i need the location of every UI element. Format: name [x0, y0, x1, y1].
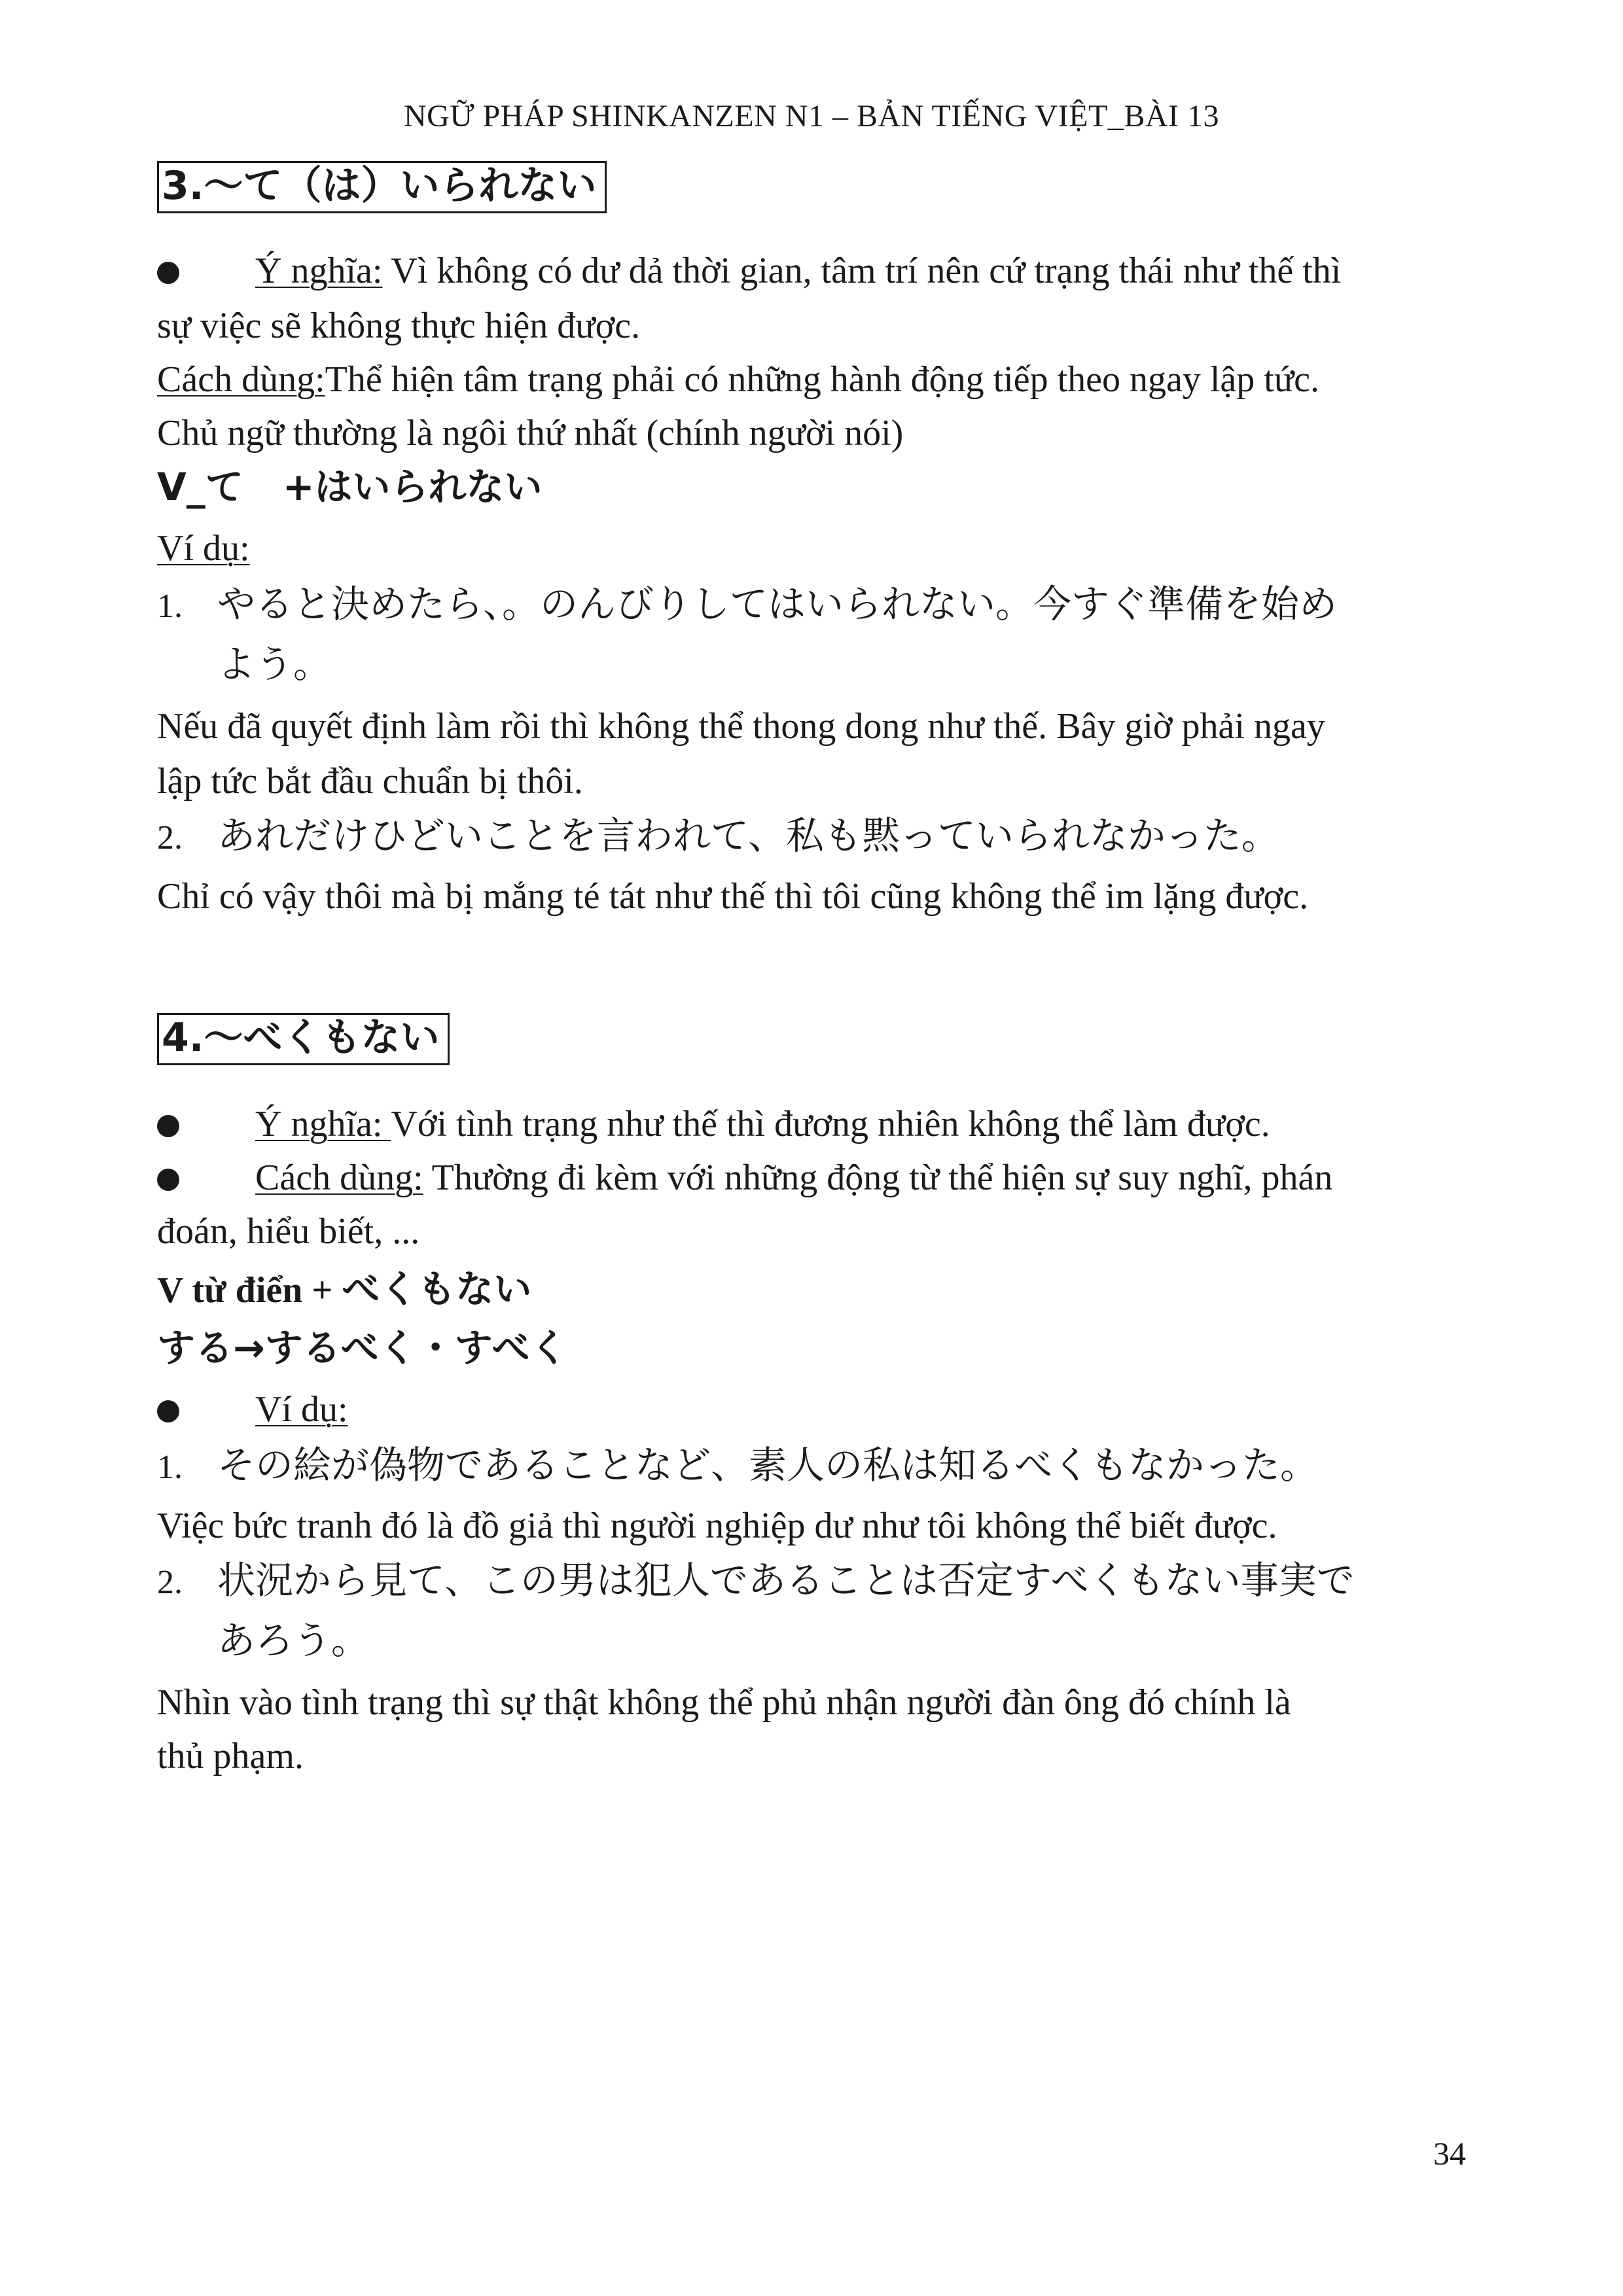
example-label-text: Ví dụ:: [255, 1389, 348, 1430]
example-jp-cont: あろう。: [217, 1618, 370, 1663]
bullet-icon: [157, 1169, 179, 1191]
example-number: 1.: [157, 1449, 183, 1486]
example-jp: [157, 1443, 1318, 1489]
usage-line: [255, 1157, 1332, 1199]
meaning-line: [255, 1103, 1270, 1145]
example-jp: [157, 1559, 1355, 1604]
formula-pattern: +はいられない: [282, 465, 543, 509]
usage-text-cont: Chủ ngữ thường là ngôi thứ nhất (chính người nói): [157, 413, 904, 453]
example-number: 1.: [157, 588, 183, 625]
usage-label: Cách dùng:: [157, 359, 325, 400]
example-jp: [157, 582, 1337, 628]
meaning-text: Vì không có dư dả thời gian, tâm trí nên cứ trạng thái như thế thì: [382, 251, 1342, 291]
formula-line: [157, 466, 543, 509]
bullet-icon: [157, 1400, 179, 1422]
bullet-icon: [157, 1115, 179, 1137]
formula-verb: V từ điển +: [157, 1270, 342, 1311]
meaning-line: [255, 250, 1341, 292]
example-vi-cont: thủ phạm.: [157, 1736, 304, 1776]
usage-line: [157, 359, 1319, 400]
example-number: 2.: [157, 819, 183, 857]
section-title: 4.〜べくもない: [157, 1013, 450, 1065]
example-jp-cont: よう。: [217, 642, 332, 686]
meaning-text-cont: sự việc sẽ không thực hiện được.: [157, 306, 641, 346]
usage-text: Thường đi kèm với những động từ thể hiện sự suy nghĩ, phán: [423, 1157, 1333, 1198]
usage-text: Thể hiện tâm trạng phải có những hành động tiếp theo ngay lập tức.: [325, 359, 1320, 400]
formula-variant: する→するべく・すべく: [157, 1326, 568, 1370]
page-number: 34: [1433, 2135, 1466, 2172]
example-vi: Việc bức tranh đó là đồ giả thì người nghiệp dư như tôi không thể biết được.: [157, 1506, 1277, 1546]
usage-text-cont: đoán, hiểu biết, ...: [157, 1211, 420, 1252]
bullet-icon: [157, 262, 179, 284]
example-label: [255, 1388, 348, 1430]
formula-pattern: べくもない: [342, 1267, 532, 1311]
meaning-label: Ý nghĩa:: [255, 251, 383, 291]
example-number: 2.: [157, 1564, 183, 1601]
example-jp: [157, 814, 1279, 860]
usage-label: Cách dùng:: [255, 1157, 423, 1198]
example-vi: Nếu đã quyết định làm rồi thì không thể thong dong như thế. Bây giờ phải ngay: [157, 706, 1325, 747]
example-vi: Chỉ có vậy thôi mà bị mắng té tát như thế thì tôi cũng không thể im lặng được.: [157, 876, 1309, 917]
example-jp-text: やると決めたら、。のんびりしてはいられない。今すぐ準備を始め: [217, 582, 1338, 626]
example-jp-text: その絵が偽物であることなど、素人の私は知るべくもなかった。: [217, 1443, 1319, 1487]
example-jp-text: あれだけひどいことを言われて、私も黙っていられなかった。: [217, 813, 1279, 858]
formula-line: [157, 1268, 531, 1311]
example-label-text: Ví dụ:: [157, 528, 250, 569]
example-vi-cont: lập tức bắt đầu chuẩn bị thôi.: [157, 761, 583, 802]
formula-verb: V_て: [157, 465, 243, 509]
section-title: 3.〜て（は）いられない: [157, 161, 607, 213]
example-vi: Nhìn vào tình trạng thì sự thật không thể phủ nhận người đàn ông đó chính là: [157, 1682, 1291, 1723]
meaning-text: Với tình trạng như thế thì đương nhiên không thể làm được.: [391, 1104, 1270, 1144]
page-header: NGỮ PHÁP SHINKANZEN N1 – BẢN TIẾNG VIỆT_BÀI 13: [404, 99, 1219, 133]
example-jp-text: 状況から見て、この男は犯人であることは否定すべくもない事実で: [217, 1558, 1355, 1602]
meaning-label: Ý nghĩa:: [255, 1104, 391, 1144]
example-label: [157, 527, 250, 569]
